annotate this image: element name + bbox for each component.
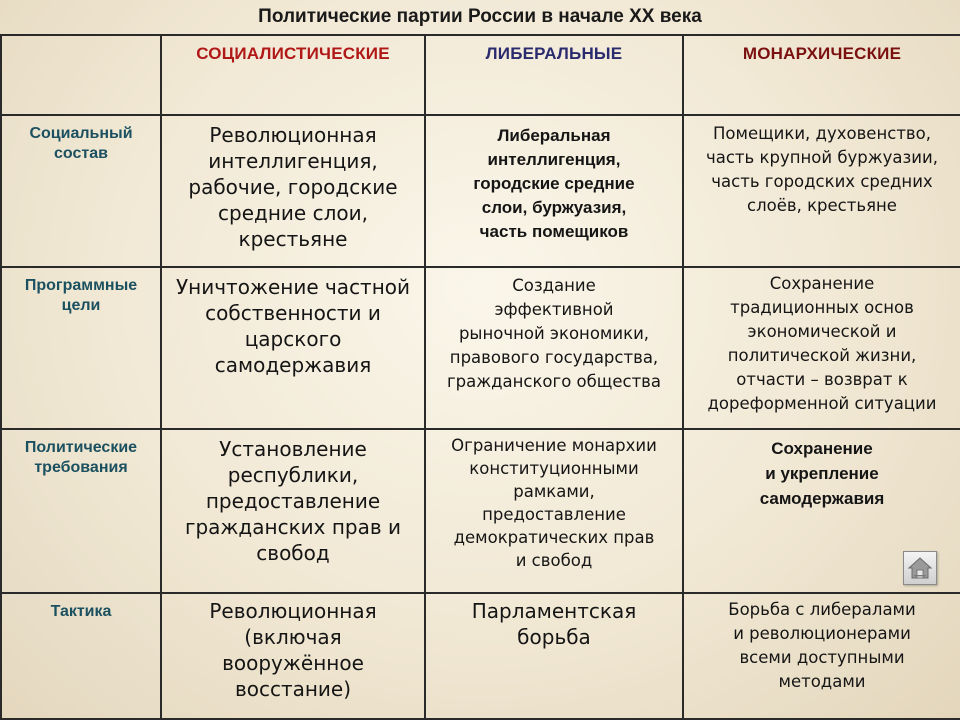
cell-line: рамками, xyxy=(513,482,595,501)
cell-line: всеми доступными xyxy=(739,648,905,667)
cell-monarchist-social xyxy=(683,115,960,267)
header-row xyxy=(1,35,960,115)
cell-socialist-social xyxy=(161,115,425,267)
cell-liberal-goals xyxy=(425,267,683,429)
cell-line: и революционерами xyxy=(733,624,911,643)
cell-line: гражданских прав и xyxy=(184,515,402,539)
cell-line: самодержавия xyxy=(759,489,885,508)
cell-line: борьба xyxy=(517,625,591,649)
cell-line: крестьяне xyxy=(238,227,348,251)
cell-line: слои, буржуазия, xyxy=(481,198,627,217)
cell-line: демократических прав xyxy=(453,528,655,547)
cell-line: (включая xyxy=(244,625,342,649)
row-header-program-goals xyxy=(1,267,161,429)
cell-liberal-tactics xyxy=(425,593,683,719)
cell-line: традиционных основ xyxy=(730,298,914,317)
column-header-socialist: СОЦИАЛИСТИЧЕСКИЕ xyxy=(161,35,425,115)
cell-line: Установление xyxy=(219,437,367,461)
cell-line: дореформенной ситуации xyxy=(707,394,937,413)
cell-line: интеллигенция, xyxy=(208,149,378,173)
cell-line: интеллигенция, xyxy=(487,150,621,169)
cell-line: царского xyxy=(244,327,342,351)
cell-socialist-goals xyxy=(161,267,425,429)
cell-line: состав xyxy=(54,145,108,162)
page-title: Политические партии России в начале XX века xyxy=(258,6,702,27)
cell-line: гражданского общества xyxy=(446,372,662,391)
cell-line: Сохранение xyxy=(769,274,875,293)
cell-line: рабочие, городские xyxy=(188,175,398,199)
cell-line: методами xyxy=(778,672,866,691)
cell-line: часть крупной буржуазии, xyxy=(706,148,938,167)
cell-line: Революционная xyxy=(209,123,377,147)
cell-line: часть помещиков xyxy=(479,222,629,241)
cell-line: Тактика xyxy=(50,603,112,620)
cell-line: городские средние xyxy=(473,174,635,193)
cell-line: и укрепление xyxy=(765,464,879,483)
row-header-political-demands xyxy=(1,429,161,593)
cell-line: Создание xyxy=(512,276,596,295)
cell-line: Либеральная xyxy=(497,126,611,145)
home-icon xyxy=(907,555,933,581)
cell-socialist-demands xyxy=(161,429,425,593)
cell-line: свобод xyxy=(256,541,330,565)
cell-line: предоставление xyxy=(482,505,626,524)
cell-line: Уничтожение частной xyxy=(175,275,411,299)
table-row xyxy=(1,429,960,593)
cell-line: правового государства, xyxy=(449,348,659,367)
cell-line: Политические xyxy=(24,439,138,456)
cell-line: республики, xyxy=(227,463,359,487)
home-button[interactable] xyxy=(903,551,937,585)
cell-line: требования xyxy=(34,459,128,476)
row-header-social-composition xyxy=(1,115,161,267)
cell-line: политической жизни, xyxy=(727,346,917,365)
cell-line: средние слои, xyxy=(218,201,368,225)
cell-line: слоёв, крестьяне xyxy=(747,196,897,215)
row-header-tactics xyxy=(1,593,161,719)
cell-socialist-tactics xyxy=(161,593,425,719)
cell-liberal-social xyxy=(425,115,683,267)
cell-line: эффективной xyxy=(494,300,614,319)
cell-monarchist-tactics xyxy=(683,593,960,719)
cell-line: Революционная xyxy=(209,599,377,623)
column-header-liberal: ЛИБЕРАЛЬНЫЕ xyxy=(425,35,683,115)
parties-table xyxy=(0,34,960,720)
cell-line: отчасти – возврат к xyxy=(736,370,908,389)
table-row xyxy=(1,267,960,429)
cell-line: рыночной экономики, xyxy=(458,324,650,343)
cell-line: восстание) xyxy=(234,677,352,701)
cell-line: вооружённое xyxy=(222,651,364,675)
cell-line: конституционными xyxy=(469,459,639,478)
table-row xyxy=(1,593,960,719)
cell-line: Парламентская xyxy=(471,599,637,623)
cell-line: часть городских средних xyxy=(711,172,933,191)
cell-line: самодержавия xyxy=(214,353,372,377)
cell-line: цели xyxy=(61,297,101,314)
cell-line: Борьба с либералами xyxy=(728,600,916,619)
cell-line: и свобод xyxy=(515,551,593,570)
cell-line: Сохранение xyxy=(771,439,873,458)
cell-line: предоставление xyxy=(205,489,381,513)
cell-line: Программные xyxy=(24,277,138,294)
cell-monarchist-goals xyxy=(683,267,960,429)
cell-line: Ограничение монархии xyxy=(451,436,657,455)
table-row xyxy=(1,115,960,267)
cell-line: экономической и xyxy=(747,322,897,341)
column-header-monarchist: МОНАРХИЧЕСКИЕ xyxy=(683,35,960,115)
cell-line: собственности и xyxy=(205,301,381,325)
corner-cell xyxy=(1,35,161,115)
cell-line: Социальный xyxy=(29,125,133,142)
cell-line: Помещики, духовенство, xyxy=(713,124,931,143)
cell-liberal-demands xyxy=(425,429,683,593)
